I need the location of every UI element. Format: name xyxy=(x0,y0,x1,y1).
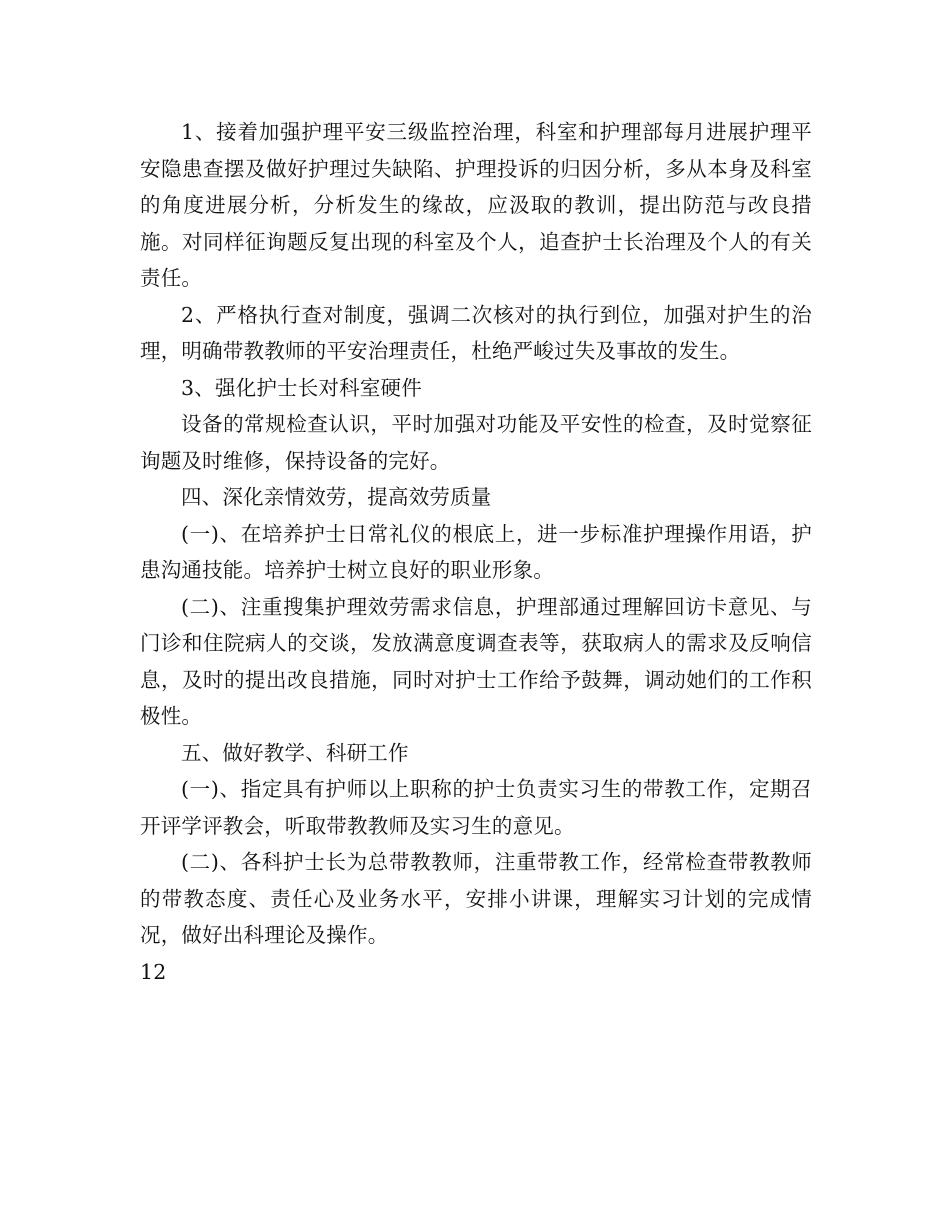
section-heading-4: 四、深化亲情效劳，提高效劳质量 xyxy=(181,485,492,509)
paragraph-4-2: (二)、注重搜集护理效劳需求信息，护理部通过理解回访卡意见、与门诊和住院病人的交谈，发放满意度调查表等，获取病人的需求及反响信息，及时的提出改良措施，同时对护士工作给予鼓舞，调动她们的工作积极性。 xyxy=(140,594,812,728)
paragraph-4: 设备的常规检查认识，平时加强对功能及平安性的检查，及时觉察征询题及时维修，保持设备的完好。 xyxy=(140,412,812,473)
paragraph-1: 1、接着加强护理平安三级监控治理，科室和护理部每月进展护理平安隐患查摆及做好护理过失缺陷、护理投诉的归因分析，多从本身及科室的角度进展分析，分析发生的缘故，应汲取的教训，提出防范与改良措施。对同样征询题反复出现的科室及个人，追查护士长治理及个人的有关责任。 xyxy=(140,120,812,290)
paragraph-3: 3、强化护士长对科室硬件 xyxy=(181,375,422,400)
paragraph-4-1: (一)、在培养护士日常礼仪的根底上，进一步标准护理操作用语，护患沟通技能。培养护士树立良好的职业形象。 xyxy=(140,521,812,582)
section-heading-5: 五、做好教学、科研工作 xyxy=(181,740,409,765)
paragraph-5-1: (一)、指定具有护师以上职称的护士负责实习生的带教工作，定期召开评学评教会，听取带教教师及实习生的意见。 xyxy=(140,777,812,838)
paragraph-5-2: (二)、各科护士长为总带教教师，注重带教工作，经常检查带教教师的带教态度、责任心及业务水平，安排小讲课，理解实习计划的完成情况，做好出科理论及操作。 xyxy=(140,850,812,947)
paragraph-2: 2、严格执行查对制度，强调二次核对的执行到位，加强对护生的治理，明确带教教师的平安治理责任，杜绝严峻过失及事故的发生。 xyxy=(140,302,812,363)
page-number: 12 xyxy=(140,959,167,984)
document-body xyxy=(140,114,812,990)
